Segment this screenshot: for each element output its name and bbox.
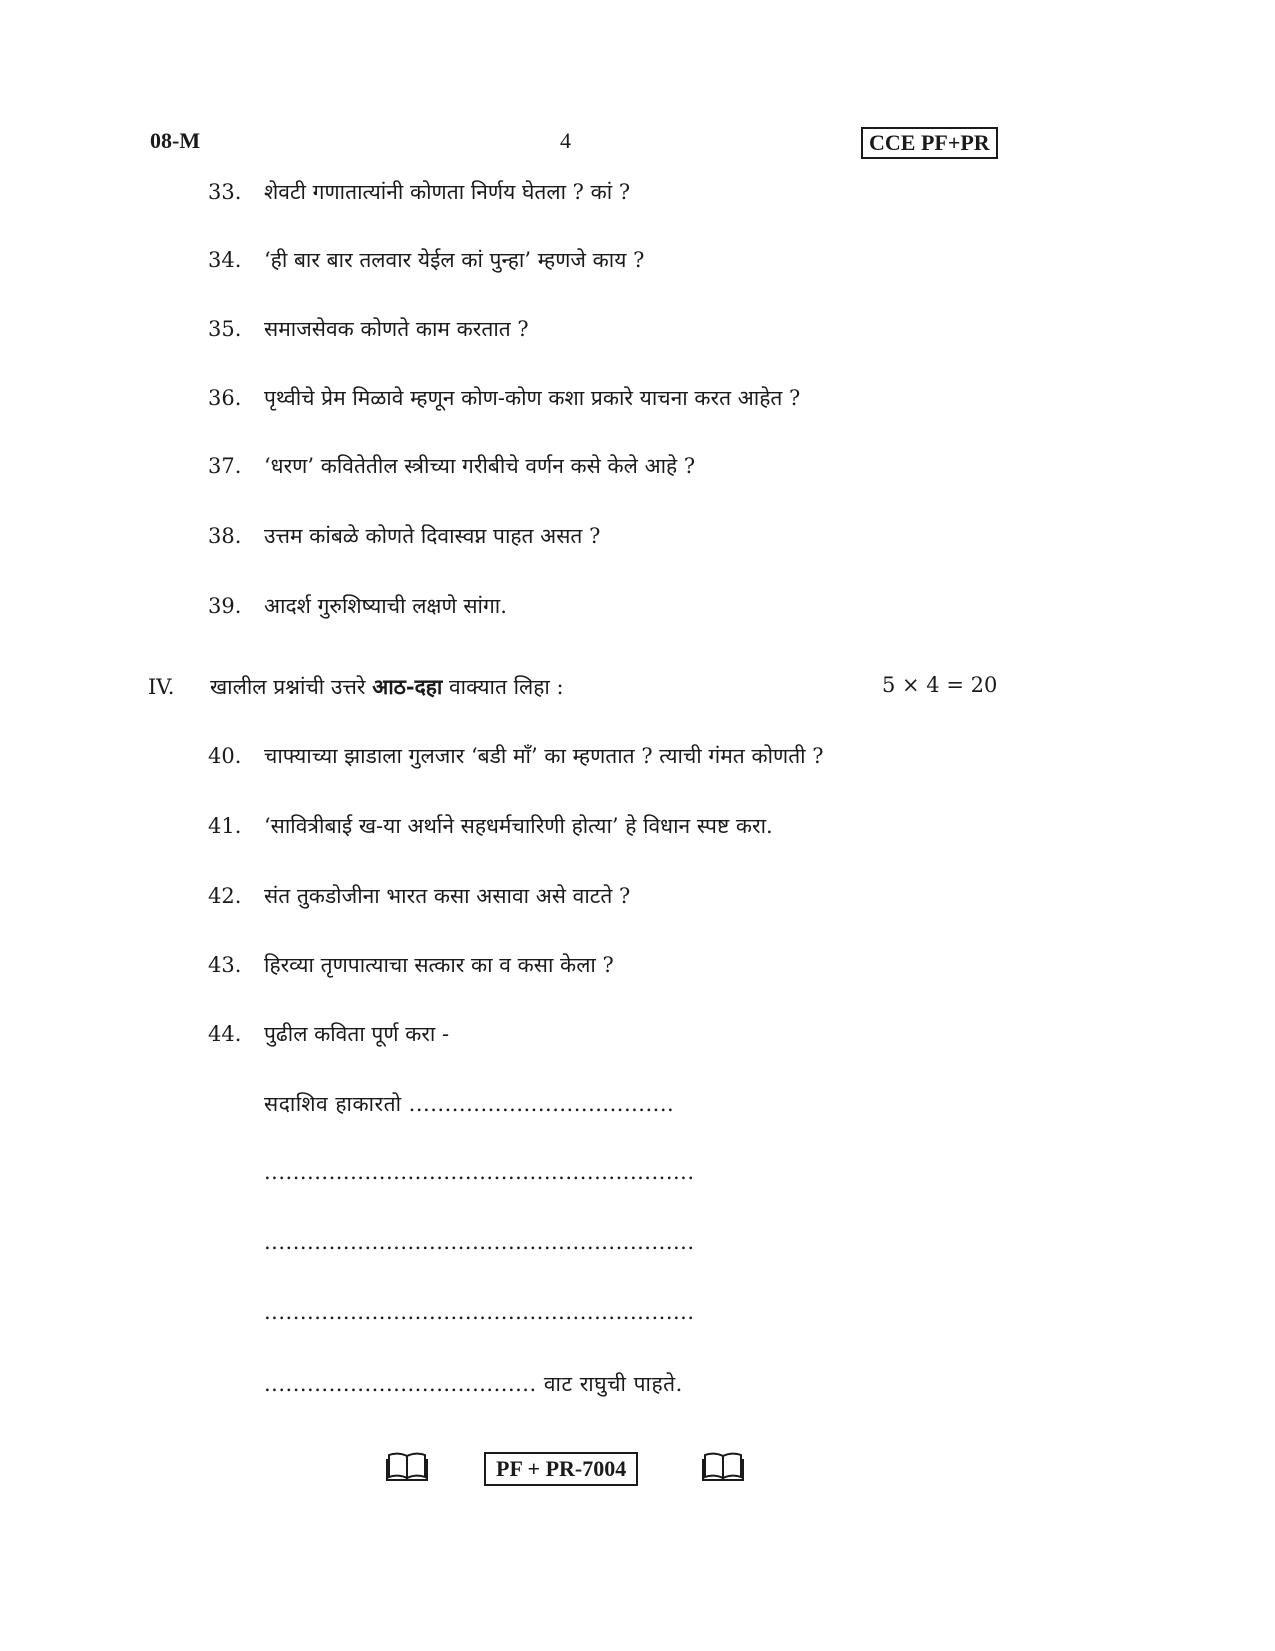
- poem-line: ...................................... वाट राघुची पाहते.: [264, 1372, 683, 1396]
- question-text: उत्तम कांबळे कोणते दिवास्वप्न पाहत असत ?: [264, 524, 601, 548]
- question-number: 33.: [208, 180, 242, 204]
- poem-line: सदाशिव हाकारतो .....................................: [264, 1092, 675, 1116]
- question-number: 40.: [208, 744, 242, 768]
- question-number: 42.: [208, 884, 242, 908]
- question-text: ‘सावित्रीबाई ख-या अर्थाने सहधर्मचारिणी होत्या’ हे विधान स्पष्ट करा.: [264, 814, 773, 838]
- question-40: [208, 742, 824, 770]
- section-heading: [148, 673, 564, 701]
- question-number: 39.: [208, 594, 242, 618]
- question-43: [208, 951, 614, 979]
- question-37: [208, 452, 695, 480]
- question-41: [208, 812, 773, 840]
- question-33: [208, 178, 630, 206]
- question-text: समाजसेवक कोणते काम करतात ?: [264, 317, 529, 341]
- exam-code-box: CCE PF+PR: [861, 127, 998, 159]
- poem-line: ............................................................: [264, 1160, 695, 1184]
- question-34: [208, 246, 644, 274]
- question-text: आदर्श गुरुशिष्याची लक्षणे सांगा.: [264, 594, 507, 618]
- question-35: [208, 315, 529, 343]
- footer-code-box: PF + PR-7004: [484, 1452, 638, 1486]
- question-text: हिरव्या तृणपात्याचा सत्कार का व कसा केला ?: [264, 953, 614, 977]
- question-number: 37.: [208, 454, 242, 478]
- question-number: 43.: [208, 953, 242, 977]
- question-text: संत तुकडोजीना भारत कसा असावा असे वाटते ?: [264, 884, 631, 908]
- open-book-icon: [702, 1450, 744, 1482]
- question-number: 34.: [208, 248, 242, 272]
- question-39: [208, 592, 507, 620]
- question-42: [208, 882, 630, 910]
- question-text: शेवटी गणातात्यांनी कोणता निर्णय घेतला ? कां ?: [264, 180, 631, 204]
- page-number: 4: [560, 128, 571, 153]
- open-book-icon: [386, 1450, 428, 1482]
- question-number: 36.: [208, 386, 242, 410]
- section-instruction-part: खालील प्रश्नांची उत्तरे: [210, 675, 373, 699]
- question-number: 35.: [208, 317, 242, 341]
- question-text: पुढील कविता पूर्ण करा -: [264, 1022, 450, 1046]
- poem-line: ............................................................: [264, 1230, 695, 1254]
- paper-code: 08-M: [150, 128, 201, 153]
- question-text: ‘धरण’ कवितेतील स्त्रीच्या गरीबीचे वर्णन कसे केले आहे ?: [264, 454, 696, 478]
- question-38: [208, 522, 600, 550]
- question-36: [208, 384, 800, 412]
- section-marks: 5 × 4 = 20: [882, 673, 998, 697]
- poem-line: ............................................................: [264, 1300, 695, 1324]
- question-text: पृथ्वीचे प्रेम मिळावे म्हणून कोण-कोण कशा प्रकारे याचना करत आहेत ?: [264, 386, 801, 410]
- section-instruction-emphasis: आठ-दहा: [372, 674, 443, 699]
- question-text: चाफ्याच्या झाडाला गुलजार ‘बडी माँ’ का म्हणतात ? त्याची गंमत कोणती ?: [264, 744, 824, 768]
- question-number: 38.: [208, 524, 242, 548]
- question-number: 44.: [208, 1022, 242, 1046]
- question-number: 41.: [208, 814, 242, 838]
- question-44: [208, 1020, 449, 1048]
- section-instruction-part: वाक्यात लिहा :: [442, 675, 564, 699]
- question-text: ‘ही बार बार तलवार येईल कां पुन्हा’ म्हणजे काय ?: [264, 248, 645, 272]
- section-number: IV.: [148, 675, 175, 699]
